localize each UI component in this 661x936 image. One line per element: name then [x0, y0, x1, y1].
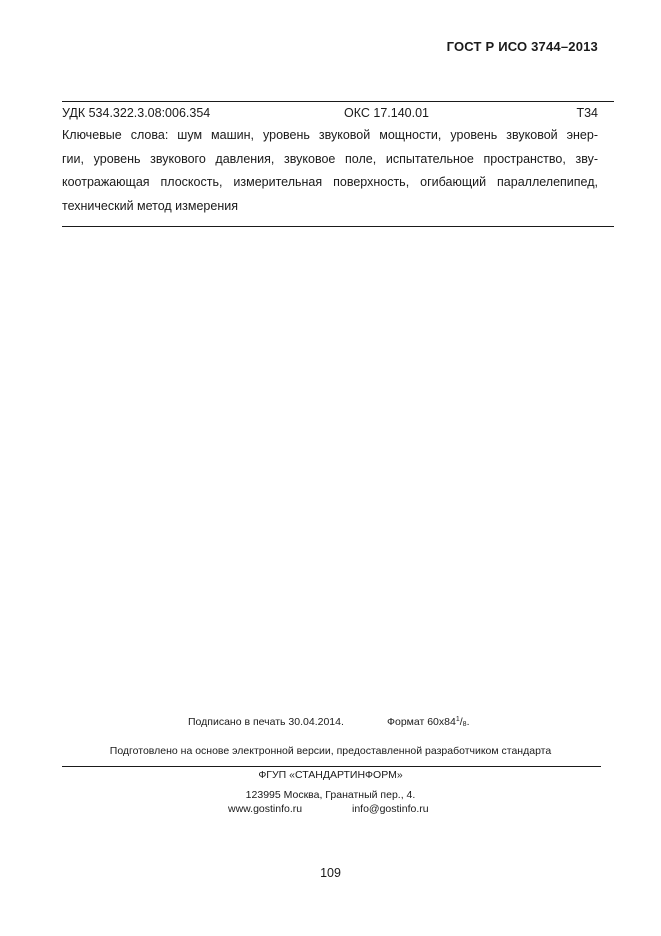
keywords-paragraph: [62, 124, 598, 218]
keywords-line: Ключевые слова: шум машин, уровень звуковой мощности, уровень звуковой энер-: [62, 128, 598, 142]
paper-format: Формат $60х84^1/_8$.: [387, 716, 470, 728]
website-link[interactable]: www.gostinfo.ru: [228, 803, 303, 815]
page-number: 109: [320, 866, 341, 880]
keywords-line: гии, уровень звукового давления, звуковое поле, испытательное пространство, зву-: [62, 151, 598, 166]
keywords-divider: [62, 226, 614, 227]
format-denominator: 8: [462, 721, 467, 728]
keywords-line: коотражающая плоскость, измерительная поверхность, огибающий параллелепипед,: [62, 175, 598, 189]
classifier-code: Т34: [576, 106, 598, 120]
publisher-name: ФГУП «СТАНДАРТИНФОРМ»: [258, 769, 403, 781]
publisher-address: 123995 Москва, Гранатный пер., 4.: [245, 789, 416, 801]
email-link[interactable]: info@gostinfo.ru: [352, 803, 429, 815]
format-label: Формат 60х84: [387, 716, 456, 728]
format-numerator: 1: [455, 716, 460, 723]
publisher-divider: [62, 766, 601, 767]
prepared-note: Подготовлено на основе электронной версии, предоставленной разработчиком стандарта: [109, 745, 552, 757]
classification-row: [62, 106, 598, 122]
standard-code-header: ГОСТ Р ИСО 3744–2013: [446, 39, 598, 54]
keywords-line: технический метод измерения: [62, 198, 238, 213]
top-divider: [62, 101, 614, 102]
signed-for-print: Подписано в печать 30.04.2014.: [188, 716, 344, 728]
udk-code: УДК 534.322.3.08:006.354: [62, 106, 211, 120]
format-end: .: [466, 716, 470, 728]
oks-code: ОКС 17.140.01: [344, 106, 429, 120]
